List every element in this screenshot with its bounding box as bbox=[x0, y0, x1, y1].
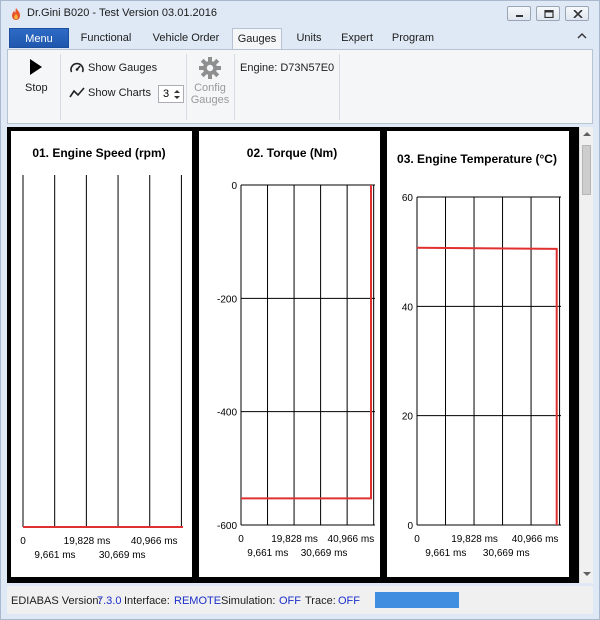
ediabas-version-value: 7.3.0 bbox=[97, 595, 122, 607]
engine-label: Engine: D73N57E0 bbox=[240, 62, 335, 74]
simulation-label: Simulation: bbox=[221, 595, 276, 607]
simulation-value: OFF bbox=[279, 595, 301, 607]
show-charts-button[interactable]: Show Charts bbox=[88, 87, 151, 99]
config-gauges-label-line1: Config bbox=[194, 82, 226, 94]
gauge-icon bbox=[69, 61, 85, 75]
chart-panel-engine-speed bbox=[11, 131, 192, 577]
minimize-button[interactable] bbox=[507, 6, 531, 21]
charts-count-stepper[interactable] bbox=[158, 85, 184, 103]
engine-speed-chart bbox=[11, 131, 192, 577]
minimize-icon bbox=[514, 10, 526, 18]
interface-value: REMOTE bbox=[174, 595, 222, 607]
ribbon-separator bbox=[234, 54, 235, 120]
series-line bbox=[241, 185, 371, 498]
y-tick-label: 20 bbox=[401, 411, 413, 423]
x-tick-label: 0 bbox=[20, 536, 26, 547]
y-tick-label: 0 bbox=[231, 181, 237, 192]
scrollbar-thumb[interactable] bbox=[582, 145, 591, 195]
x-tick-label: 40,966 ms bbox=[327, 534, 375, 545]
menu-button[interactable]: Menu bbox=[9, 28, 69, 48]
line-chart-icon bbox=[69, 87, 85, 99]
trace-value: OFF bbox=[338, 595, 360, 607]
show-gauges-button[interactable]: Show Gauges bbox=[88, 62, 158, 74]
tab-vehicle-order[interactable]: Vehicle Order bbox=[152, 32, 220, 44]
gear-icon bbox=[198, 56, 222, 80]
ribbon-separator bbox=[60, 54, 61, 120]
chart-title: 01. Engine Speed (rpm) bbox=[32, 146, 166, 160]
restore-icon bbox=[543, 10, 555, 18]
ribbon-separator bbox=[186, 54, 187, 120]
tab-expert[interactable]: Expert bbox=[341, 32, 373, 44]
play-icon[interactable] bbox=[29, 59, 43, 75]
x-tick-label: 9,661 ms bbox=[34, 550, 76, 561]
y-tick-label: -600 bbox=[216, 521, 237, 532]
series-line bbox=[417, 248, 557, 525]
ediabas-version-label: EDIABAS Version: bbox=[11, 595, 102, 607]
charts-count-value: 3 bbox=[163, 88, 170, 100]
window-title: Dr.Gini B020 - Test Version 03.01.2016 bbox=[27, 7, 217, 19]
config-gauges-button[interactable] bbox=[188, 82, 232, 106]
maximize-button[interactable] bbox=[536, 6, 560, 21]
tab-program[interactable]: Program bbox=[391, 32, 435, 44]
torque-chart bbox=[199, 131, 380, 577]
title-bar bbox=[1, 1, 599, 27]
scroll-down-icon[interactable] bbox=[583, 571, 591, 577]
tab-units[interactable]: Units bbox=[296, 32, 322, 44]
trace-label: Trace: bbox=[305, 595, 336, 607]
x-tick-label: 19,828 ms bbox=[451, 534, 498, 545]
scroll-up-icon[interactable] bbox=[583, 131, 591, 137]
vertical-scrollbar[interactable] bbox=[579, 127, 593, 583]
y-tick-label: 0 bbox=[407, 521, 413, 532]
close-icon bbox=[572, 10, 584, 18]
x-tick-label: 30,669 ms bbox=[300, 548, 348, 559]
tab-functional[interactable]: Functional bbox=[80, 32, 132, 44]
y-tick-label: 40 bbox=[401, 302, 413, 314]
x-tick-label: 30,669 ms bbox=[98, 550, 146, 561]
interface-label: Interface: bbox=[124, 595, 170, 607]
y-tick-label: 60 bbox=[401, 193, 413, 204]
ribbon-panel bbox=[7, 49, 593, 124]
status-progress-bar bbox=[375, 592, 459, 608]
x-tick-label: 19,828 ms bbox=[63, 536, 111, 547]
y-tick-label: -400 bbox=[216, 407, 237, 419]
x-tick-label: 9,661 ms bbox=[247, 548, 289, 559]
engine-temperature-chart bbox=[387, 131, 569, 577]
chart-panel-engine-temperature bbox=[387, 131, 569, 577]
x-tick-label: 19,828 ms bbox=[271, 534, 318, 545]
chart-panel-torque bbox=[199, 131, 380, 577]
tab-gauges[interactable]: Gauges bbox=[232, 28, 282, 50]
status-bar bbox=[7, 586, 593, 614]
charts-area bbox=[7, 127, 593, 583]
ribbon-tabs bbox=[7, 28, 593, 49]
flame-icon bbox=[9, 7, 23, 21]
spin-arrows-icon[interactable] bbox=[173, 88, 181, 101]
chart-title: 02. Torque (Nm) bbox=[246, 146, 338, 160]
close-button[interactable] bbox=[565, 6, 589, 21]
x-tick-label: 40,966 ms bbox=[130, 536, 178, 547]
collapse-ribbon-icon[interactable] bbox=[577, 32, 587, 40]
chart-title: 03. Engine Temperature (°C) bbox=[397, 152, 557, 166]
config-gauges-label-line2: Gauges bbox=[190, 94, 230, 106]
stop-button[interactable]: Stop bbox=[25, 82, 48, 94]
x-tick-label: 0 bbox=[414, 534, 420, 545]
ribbon-separator bbox=[339, 54, 340, 120]
y-tick-label: -200 bbox=[216, 294, 237, 306]
x-tick-label: 40,966 ms bbox=[511, 534, 559, 545]
x-tick-label: 30,669 ms bbox=[482, 548, 530, 559]
x-tick-label: 0 bbox=[238, 534, 244, 545]
x-tick-label: 9,661 ms bbox=[425, 548, 467, 559]
